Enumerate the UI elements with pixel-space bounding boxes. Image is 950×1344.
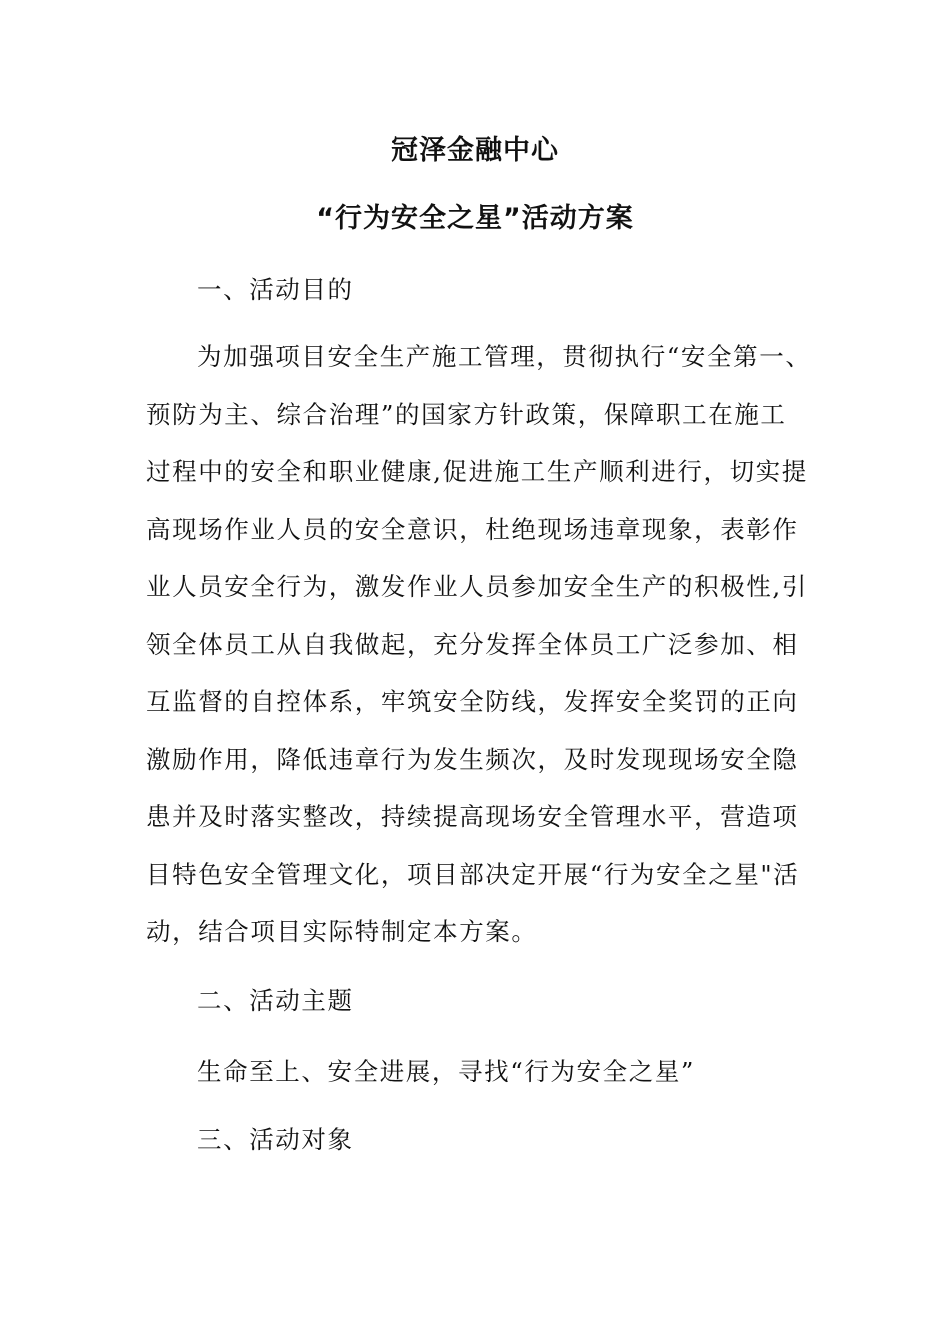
document-title: 冠泽金融中心 (391, 135, 559, 166)
paragraph-line: 领全体员工从自我做起，充分发挥全体员工广泛参加、相 (146, 629, 799, 659)
paragraph-line: 激励作用，降低违章行为发生频次，及时发现现场安全隐 (146, 744, 799, 774)
paragraph-line: 为加强项目安全生产施工管理，贯彻执行“安全第一、 (197, 342, 812, 371)
section-text: 生命至上、安全进展，寻找“行为安全之星” (197, 1057, 696, 1086)
document-subtitle: “行为安全之星”活动方案 (316, 203, 634, 234)
paragraph-line: 高现场作业人员的安全意识，杜绝现场违章现象，表彰作 (146, 514, 799, 544)
paragraph-line: 目特色安全管理文化，项目部决定开展“行为安全之星"活 (146, 859, 800, 889)
section-heading: 二、活动主题 (197, 986, 354, 1015)
paragraph-line: 患并及时落实整改，持续提高现场安全管理水平，营造项 (146, 802, 799, 831)
paragraph (146, 340, 812, 973)
paragraph-line: 动，结合项目实际特制定本方案。 (146, 917, 538, 946)
paragraph-line: 业人员安全行为，激发作业人员参加安全生产的积极性,引 (146, 572, 808, 601)
section-heading: 一、活动目的 (197, 275, 354, 304)
paragraph-line: 互监督的自控体系，牢筑安全防线，发挥安全奖罚的正向 (146, 687, 799, 716)
paragraph-line: 过程中的安全和职业健康,促进施工生产顺利进行，切实提 (146, 457, 808, 486)
paragraph-line: 预防为主、综合治理”的国家方针政策，保障职工在施工 (146, 399, 787, 429)
section-heading: 三、活动对象 (197, 1125, 354, 1154)
